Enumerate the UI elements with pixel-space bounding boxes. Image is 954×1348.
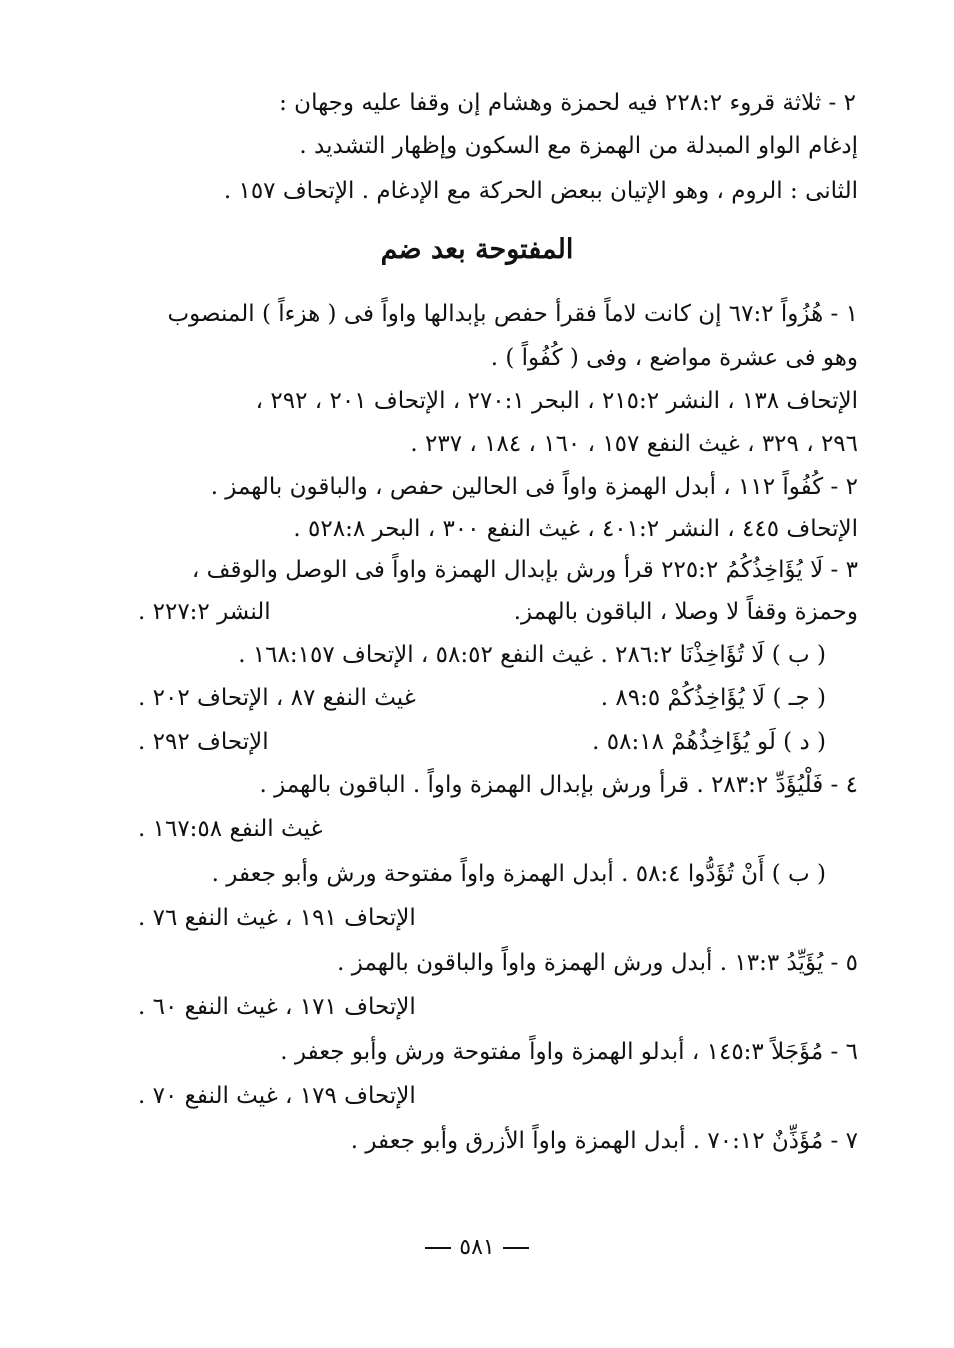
entry-6-line-1: ٦ - مُؤَجَلاً ١٤٥:٣ ، أبدلو الهمزة واواً مفتوحة ورش وأبو جعفر . — [280, 1039, 858, 1065]
page-footer — [0, 1232, 954, 1264]
entry-3b-line: ( ب ) لَا تُؤَاخِذْنَا ٢٨٦:٢ . غيث النفع ٥٨:٥٢ ، الإتحاف ١٦٨:١٥٧ . — [238, 642, 826, 668]
page-number: ٥٨١ — [459, 1235, 495, 1260]
entry-3c-line: ( جـ ) لَا يُؤَاخِذُكُمْ ٨٩:٥ . — [600, 685, 826, 711]
footer-dash-right — [503, 1247, 529, 1249]
entry-2-line-2: الإتحاف ٤٤٥ ، النشر ٤٠١:٢ ، غيث النفع ٣٠٠ ، البحر ٥٢٨:٨ . — [293, 516, 858, 542]
entry-5-line-1: ٥ - يُؤَيِّدُ ١٣:٣ . أبدل ورش الهمزة واواً والباقون بالهمز . — [337, 950, 858, 976]
entry-1-line-1: ١ - هُزُواً ٦٧:٢ إن كانت لاماً فقرأ حفص بإبدالها واواً فى ( هزءاً ) المنصوب — [167, 301, 858, 327]
entry-1-line-3: الإتحاف ١٣٨ ، النشر ٢١٥:٢ ، البحر ٢٧٠:١ ، الإتحاف ٢٠١ ، ٢٩٢ ، — [255, 388, 858, 414]
section-heading: المفتوحة بعد ضم — [380, 234, 574, 265]
entry-3c-reference: غيث النفع ٨٧ ، الإتحاف ٢٠٢ . — [138, 685, 416, 711]
intro-line-2: إدغام الواو المبدلة من الهمزة مع السكون وإظهار التشديد . — [299, 133, 858, 159]
entry-3d-reference: الإتحاف ٢٩٢ . — [138, 729, 269, 755]
entry-4b-reference: الإتحاف ١٩١ ، غيث النفع ٧٦ . — [138, 905, 416, 931]
entry-1-line-4: ٢٩٦ ، ٣٢٩ ، غيث النفع ١٥٧ ، ١٦٠ ، ١٨٤ ، ٢٣٧ . — [410, 431, 858, 457]
entry-4b-line: ( ب ) أَنْ تُؤَدُّوا ٥٨:٤ . أبدل الهمزة واواً مفتوحة ورش وأبو جعفر . — [211, 861, 826, 887]
footer-dash-left — [425, 1247, 451, 1249]
entry-3d-line: ( د ) لَو يُؤَاخِذُهُمْ ٥٨:١٨ . — [592, 729, 826, 755]
entry-4-line-1: ٤ - فَلْيُؤَدِّ ٢٨٣:٢ . قرأ ورش بإبدال الهمزة واواً . الباقون بالهمز . — [259, 772, 858, 798]
entry-3-line-2: وحمزة وقفاً لا وصلا ، الباقون بالهمز. — [513, 599, 858, 625]
entry-2-line-1: ٢ - كُفُواً ١١٢ ، أبدل الهمزة واواً فى الحالين حفص ، والباقون بالهمز . — [210, 474, 858, 500]
intro-line-1: ٢ - ثلاثة قروء ٢٢٨:٢ فيه لحمزة وهشام إن وقفا عليه وجهان : — [279, 90, 856, 116]
entry-7-line-1: ٧ - مُؤَذِّنٌ ٧٠:١٢ . أبدل الهمزة واواً الأزرق وأبو جعفر . — [350, 1128, 858, 1154]
entry-3-line-1: ٣ - لَا يُؤَاخِذُكُمُ ٢٢٥:٢ قرأ ورش بإبدال الهمزة واواً فى الوصل والوقف ، — [191, 557, 858, 583]
entry-6-reference: الإتحاف ١٧٩ ، غيث النفع ٧٠ . — [138, 1083, 416, 1109]
entry-1-line-2: وهو فى عشرة مواضع ، وفى ( كُفُواً ) . — [490, 345, 858, 371]
intro-line-3: الثانى : الروم ، وهو الإتيان ببعض الحركة مع الإدغام . الإتحاف ١٥٧ . — [223, 178, 858, 204]
entry-5-reference: الإتحاف ١٧١ ، غيث النفع ٦٠ . — [138, 994, 416, 1020]
entry-3-reference: النشر ٢٢٧:٢ . — [138, 599, 271, 625]
entry-4-reference: غيث النفع ١٦٧:٥٨ . — [138, 816, 323, 842]
